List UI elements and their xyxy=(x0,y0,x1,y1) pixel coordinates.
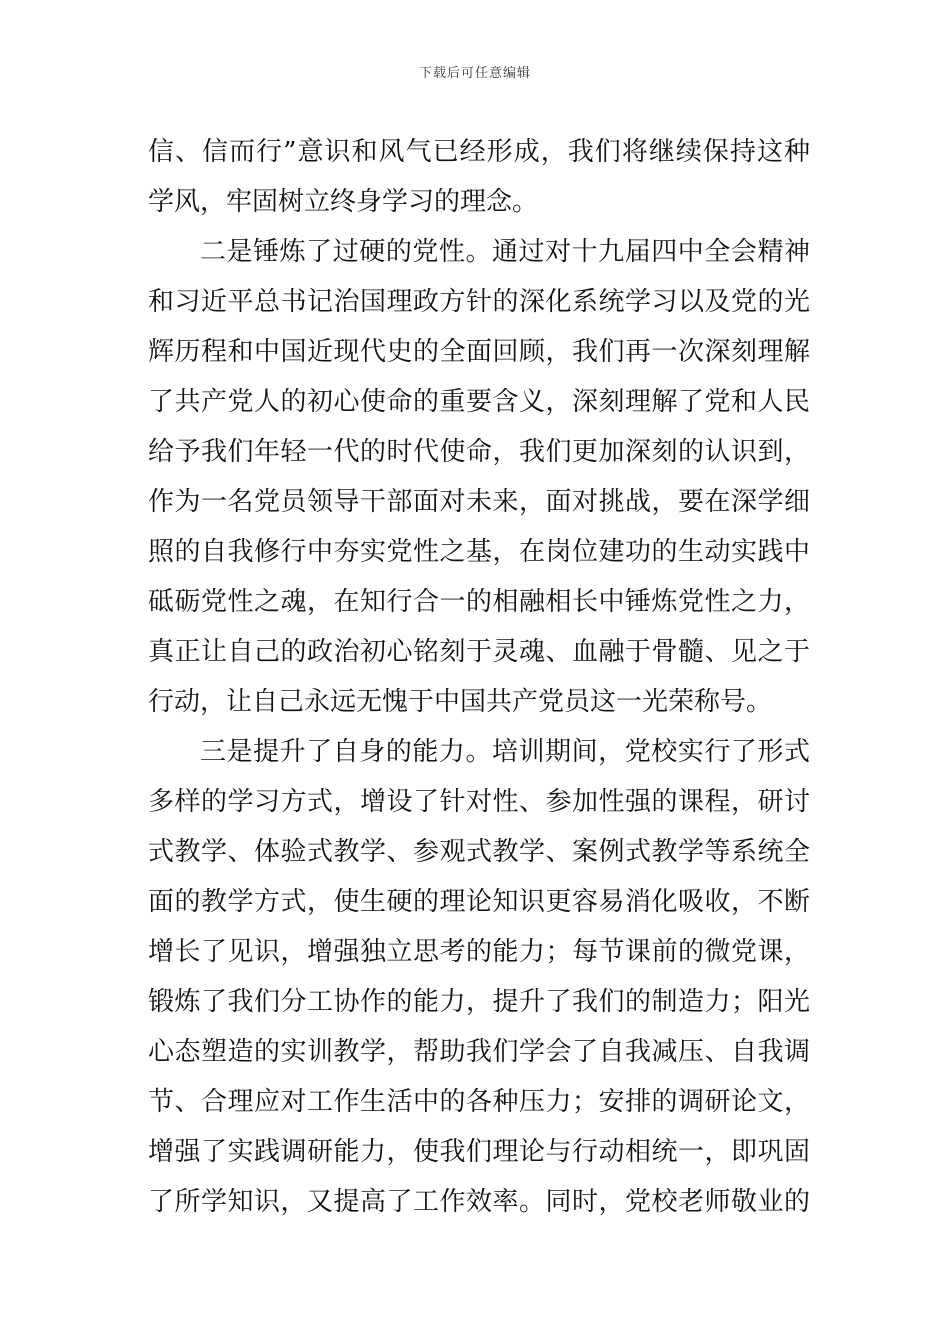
text-line: 作为一名党员领导干部面对未来，面对挑战，要在深学细 xyxy=(148,487,810,517)
text-line: 信、信而行”意识和风气已经形成，我们将继续保持这种 xyxy=(148,137,810,167)
text-line: 学风，牢固树立终身学习的理念。 xyxy=(148,187,539,217)
text-line: 了所学知识，又提高了工作效率。同时，党校老师敬业的 xyxy=(148,1187,810,1217)
document-body xyxy=(148,127,810,1227)
paragraph-start-line: 二是锤炼了过硬的党性。通过对十九届四中全会精神 xyxy=(200,237,810,267)
text-line: 式教学、体验式教学、参观式教学、案例式教学等系统全 xyxy=(148,837,810,867)
text-line: 照的自我修行中夯实党性之基，在岗位建功的生动实践中 xyxy=(148,537,810,567)
text-line: 辉历程和中国近现代史的全面回顾，我们再一次深刻理解 xyxy=(148,337,810,367)
page-header: 下载后可任意编辑 xyxy=(418,66,531,81)
text-line: 多样的学习方式，增设了针对性、参加性强的课程，研讨 xyxy=(148,787,810,817)
text-line: 和习近平总书记治国理政方针的深化系统学习以及党的光 xyxy=(148,287,810,317)
text-line: 给予我们年轻一代的时代使命，我们更加深刻的认识到， xyxy=(148,437,810,467)
text-line: 增长了见识，增强独立思考的能力；每节课前的微党课， xyxy=(148,937,810,967)
text-line: 了共产党人的初心使命的重要含义，深刻理解了党和人民 xyxy=(148,387,810,417)
text-line: 行动，让自己永远无愧于中国共产党员这一光荣称号。 xyxy=(148,687,773,717)
text-line: 锻炼了我们分工协作的能力，提升了我们的制造力；阳光 xyxy=(148,987,810,1017)
paragraph-start-line: 三是提升了自身的能力。培训期间，党校实行了形式 xyxy=(200,737,810,767)
text-line: 增强了实践调研能力，使我们理论与行动相统一，即巩固 xyxy=(148,1137,810,1167)
text-line: 真正让自己的政治初心铭刻于灵魂、血融于骨髓、见之于 xyxy=(148,637,810,667)
text-line: 砥砺党性之魂，在知行合一的相融相长中锤炼党性之力， xyxy=(148,587,810,617)
text-line: 面的教学方式，使生硬的理论知识更容易消化吸收，不断 xyxy=(148,887,810,917)
text-line: 心态塑造的实训教学，帮助我们学会了自我减压、自我调 xyxy=(148,1037,810,1067)
text-line: 节、合理应对工作生活中的各种压力；安排的调研论文， xyxy=(148,1087,810,1117)
